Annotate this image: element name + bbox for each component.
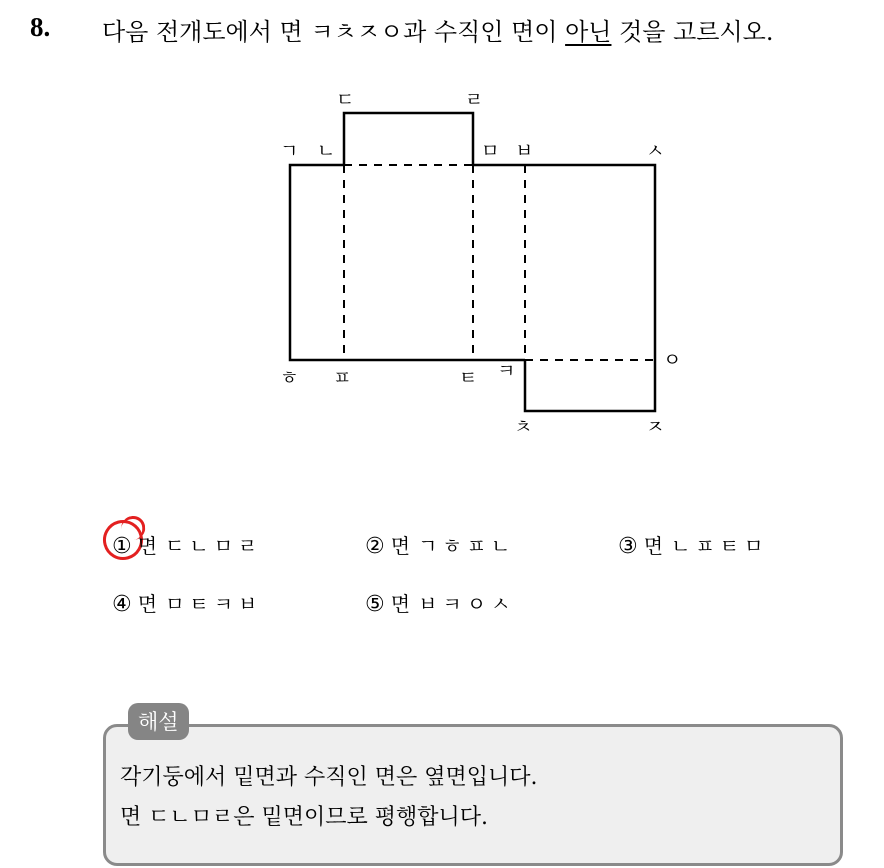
choice-2-number: ② [365, 534, 385, 559]
vertex-label-digeut: ㄷ [336, 89, 355, 111]
choice-5-word: 면 [390, 592, 411, 616]
choice-1-value: ㄷㄴㅁㄹ [165, 534, 263, 558]
net-fold-lines [344, 165, 655, 360]
choice-3-value: ㄴㅍㅌㅁ [671, 534, 769, 558]
choice-4-word: 면 [137, 592, 158, 616]
explanation-line-2: 면 ㄷㄴㅁㄹ은 밑면이므로 평행합니다. [120, 805, 489, 830]
choice-4-value: ㅁㅌㅋㅂ [165, 592, 263, 616]
vertex-label-tieut: ㅌ [459, 367, 478, 389]
choice-4-number: ④ [112, 592, 132, 617]
question-number: 8. [30, 12, 51, 42]
choice-2-value: ㄱㅎㅍㄴ [418, 534, 516, 558]
question-text-underlined: 아닌 [565, 18, 612, 46]
left-outline [290, 165, 525, 360]
question-text-after: 것을 고르시오. [611, 18, 774, 46]
choice-5[interactable] [365, 588, 515, 617]
explanation-box [103, 724, 843, 866]
choice-4[interactable] [112, 588, 262, 617]
vertex-label-jieut: ㅈ [646, 416, 665, 438]
vertex-label-chieut: ㅊ [514, 416, 533, 438]
vertex-label-giyeok: ㄱ [280, 140, 299, 162]
vertex-label-siot: ㅅ [646, 140, 665, 162]
vertex-label-rieul: ㄹ [465, 89, 484, 111]
question-text-before: 다음 전개도에서 면 ㅋㅊㅈㅇ과 수직인 면이 [102, 18, 566, 46]
vertex-label-bieup: ㅂ [515, 140, 534, 162]
choice-1[interactable] [112, 530, 262, 559]
choice-2[interactable] [365, 530, 515, 559]
choice-3-word: 면 [643, 534, 664, 558]
choice-1-number: ① [112, 534, 132, 559]
choice-1-word: 면 [137, 534, 158, 558]
vertex-label-pieup: ㅍ [333, 367, 352, 389]
vertex-label-nieun: ㄴ [317, 140, 336, 162]
top-flap-outline [344, 113, 473, 165]
explanation-tag: 해설 [128, 703, 189, 740]
vertex-label-kieuk: ㅋ [497, 360, 516, 382]
choice-3-number: ③ [618, 534, 638, 559]
vertex-label-ieung: ㅇ [663, 349, 682, 371]
vertex-label-hieut: ㅎ [280, 367, 299, 389]
vertex-label-mieum: ㅁ [481, 140, 500, 162]
choice-3[interactable] [618, 530, 768, 559]
choice-5-number: ⑤ [365, 592, 385, 617]
choice-2-word: 면 [390, 534, 411, 558]
choice-5-value: ㅂㅋㅇㅅ [418, 592, 516, 616]
explanation-line-1: 각기둥에서 밑면과 수직인 면은 옆면입니다. [120, 765, 538, 790]
